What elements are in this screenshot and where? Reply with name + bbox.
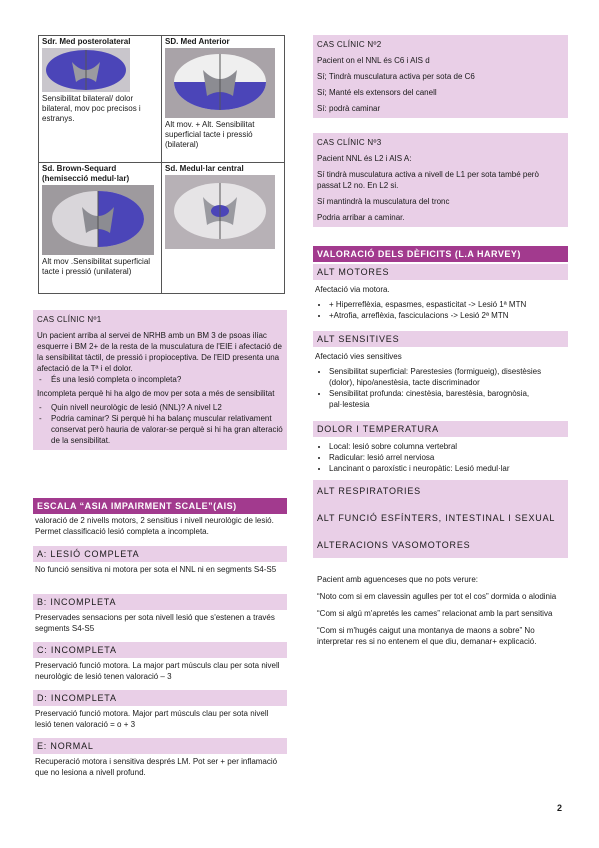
syndrome-desc: Alt mov. + Alt. Sensibilitat superficial tacte i pressió (bilateral): [165, 120, 255, 149]
quotes-intro: Pacient amb aguenceses que no pots verure:: [317, 575, 478, 584]
alt-sections-block: [313, 480, 568, 558]
syndrome-desc: Alt mov .Sensibilitat superficial tacte i pressió (unilateral): [42, 257, 151, 276]
ais-grade-text: Preservades sensacions per sota nivell lesió que s'estenen a través segments S4-S5: [35, 613, 275, 633]
section-label-vasomotores: ALTERACIONS VASOMOTORES: [317, 540, 471, 550]
ais-grade-label: E: NORMAL: [33, 738, 287, 754]
clinical-case-line: Pacient on el NNL és C6 i AIS d: [317, 56, 430, 65]
motores-item: • +Atrofia, arreflèxia, fasciculacions -> Lesió 2ª MTN: [329, 310, 565, 321]
dolor-item: • Lancinant o paroxístic i neuropàtic: Lesió medul·lar: [329, 463, 565, 474]
section-label-esfinters: ALT FUNCIÓ ESFÍNTERS, INTESTINAL I SEXUAL: [317, 513, 556, 523]
ais-grade-text: No funció sensitiva ni motora per sota el NNL ni en segments S4-S5: [35, 565, 277, 574]
clinical-case-question: - Podria caminar? Si perquè hi ha balanç muscular relativament conservat però hauria de valorar-se perquè si hi ha gran alteració de la sensibilitat.: [37, 413, 283, 446]
dolor-section: [315, 441, 565, 474]
clinical-case-question: - És una lesió completa o incompleta?: [37, 374, 283, 385]
clinical-case-2: [313, 35, 568, 118]
syndrome-cell-posterolateral: [39, 36, 162, 163]
syndrome-cell-central: [162, 163, 285, 294]
clinical-case-heading: CAS CLÍNIC Nº1: [37, 315, 102, 324]
clinical-case-1: [33, 310, 287, 450]
clinical-case-heading: CAS CLÍNIC Nº2: [317, 40, 382, 49]
quote: “Com si algú m'apretés les cames” relacionat amb la part sensitiva: [317, 609, 553, 618]
clinical-case-line: Sí; Tindrà musculatura activa per sota de C6: [317, 72, 475, 81]
ais-grade-text: Recuperació motora i sensitiva després LM. Pot ser + per inflamació que no lesiona a nivell profund.: [35, 757, 278, 777]
clinical-case-line: Sí mantindrà la musculatura del tronc: [317, 197, 450, 206]
sensitives-item: • Sensibilitat profunda: cinestèsia, barestèsia, barognòsia, pal·lestesia: [329, 388, 565, 410]
syndrome-table: [38, 35, 285, 294]
spinal-cord-posterolateral-image: [42, 48, 130, 92]
ais-grade-text: Preservació funció motora. La major part músculs clau per sota nivell neurològic de lesió tenen valoració – 3: [35, 661, 280, 681]
ais-intro: valoració de 2 nivells motors, 2 sensitius i nivell neurològic de lesió. Permet classificació lesió completa a incompleta.: [35, 516, 274, 536]
clinical-case-line: Sí: podrà caminar: [317, 104, 381, 113]
section-label-dolor: DOLOR I TEMPERATURA: [313, 421, 568, 437]
ais-grade-label: C: INCOMPLETA: [33, 642, 287, 658]
clinical-case-heading: CAS CLÍNIC Nº3: [317, 138, 382, 147]
quote: “Noto com si em clavessin agulles per tot el cos” dormida o alodinia: [317, 592, 557, 601]
spinal-cord-anterior-image: [165, 48, 275, 118]
spinal-cord-central-image: [165, 175, 275, 249]
clinical-case-question: - Quin nivell neurològic de lesió (NNL)? A nivel L2: [37, 402, 283, 413]
section-label-respiratories: ALT RESPIRATORIES: [317, 486, 421, 496]
syndrome-title: SD. Med Anterior: [165, 37, 230, 46]
motores-item: • + Hiperreflèxia, espasmes, espasticitat -> Lesió 1ª MTN: [329, 299, 565, 310]
syndrome-cell-brown-sequard: [39, 163, 162, 294]
dolor-item: • Radicular: lesió arrel nerviosa: [329, 452, 565, 463]
ais-grade-label: D: INCOMPLETA: [33, 690, 287, 706]
syndrome-title: Sd. Medul·lar central: [165, 164, 244, 173]
motores-section: [315, 284, 565, 321]
clinical-case-line: Podria arribar a caminar.: [317, 213, 405, 222]
syndrome-cell-anterior: [162, 36, 285, 163]
clinical-case-3: [313, 133, 568, 227]
clinical-case-answer: Incompleta perquè hi ha algo de mov per sota a més de sensibilitat: [37, 389, 275, 398]
harvey-heading: VALORACIÓ DELS DÈFICITS (L.A HARVEY): [313, 246, 568, 262]
syndrome-title: Sd. Brown-Sequard (hemisecció medul·lar): [42, 164, 130, 183]
section-label-sensitives: ALT SENSITIVES: [313, 331, 568, 347]
quote: “Com si m'hugés caigut una montanya de maons a sobre” No interpretar res si no entenem el que diu, demanar+ explicació.: [317, 626, 537, 646]
ais-grade-label: B: INCOMPLETA: [33, 594, 287, 610]
dolor-item: • Local: lesió sobre columna vertebral: [329, 441, 565, 452]
page-number: 2: [557, 803, 563, 813]
syndrome-title: Sdr. Med posterolateral: [42, 37, 131, 46]
clinical-case-line: Pacient NNL és L2 i AIS A:: [317, 154, 412, 163]
motores-intro: Afectació via motora.: [315, 285, 390, 294]
section-label-motores: ALT MOTORES: [313, 264, 568, 280]
sensitives-item: • Sensibilitat superficial: Parestesies (formigueig), disestèsies (dolor), hipo/anestèsia, tacte discriminador: [329, 366, 565, 388]
ais-heading: ESCALA “ASIA IMPAIRMENT SCALE”(AIS): [33, 498, 287, 514]
clinical-case-line: Sí; Manté els extensors del canell: [317, 88, 437, 97]
sensitives-intro: Afectació vies sensitives: [315, 352, 402, 361]
clinical-case-body: Un pacient arriba al servei de NRHB amb un BM 3 de psoas ilíac esquerre i BM 2+ de la resta de la musculatura de l'EIE i afectació de la sensibilitat tàctil, de pressió i propioceptiva. De l'EID presenta una afectació de la Tª i el dolor.: [37, 331, 282, 373]
syndrome-desc: Sensibilitat bilateral/ dolor bilateral, mov poc precisos i estranys.: [42, 94, 141, 123]
spinal-cord-brown-sequard-image: [42, 185, 154, 255]
patient-quotes: [317, 574, 567, 647]
clinical-case-line: Sí tindrà musculatura activa a nivell de L1 per sota també però passat L2 no. En L2 si.: [317, 170, 539, 190]
ais-grade-text: Preservació funció motora. Major part músculs clau per sota nivell lesió tenen valoració = o + 3: [35, 709, 269, 729]
ais-grade-label: A: LESIÓ COMPLETA: [33, 546, 287, 562]
sensitives-section: [315, 351, 565, 410]
